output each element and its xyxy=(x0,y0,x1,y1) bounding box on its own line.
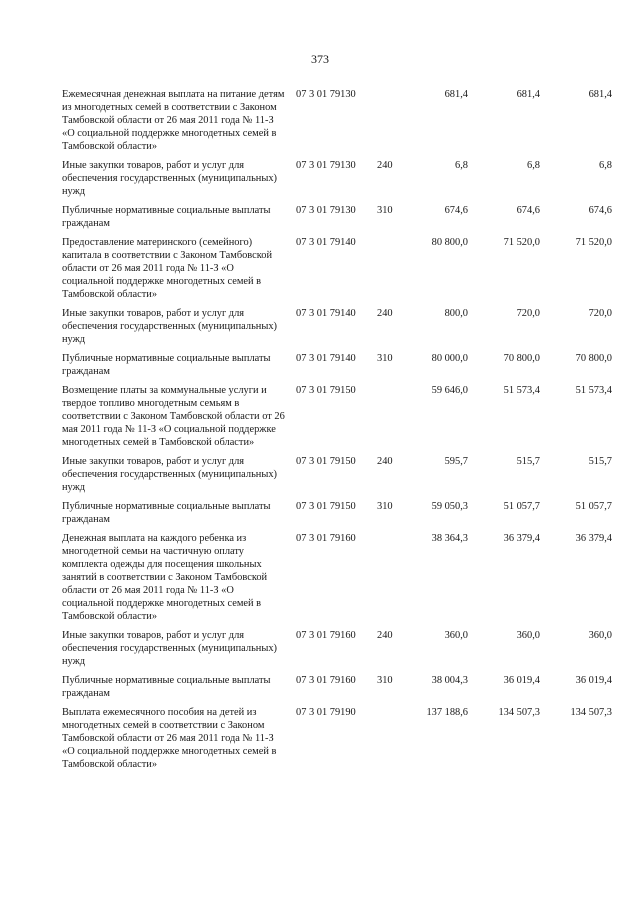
row-amount-1: 800,0 xyxy=(444,308,468,319)
table-row xyxy=(0,384,640,449)
row-expense-type: 240 xyxy=(377,630,393,641)
row-amount-3: 720,0 xyxy=(588,308,612,319)
row-description: Иные закупки товаров, работ и услуг для обеспечения государственных (муниципальных) нужд xyxy=(62,630,278,667)
row-amount-2: 360,0 xyxy=(516,630,540,641)
row-expense-type: 310 xyxy=(377,501,393,512)
row-amount-1: 38 364,3 xyxy=(431,533,468,544)
row-code: 07 3 01 79130 xyxy=(296,160,356,171)
table-row xyxy=(0,532,640,623)
row-amount-1: 80 800,0 xyxy=(431,237,468,248)
row-amount-2: 134 507,3 xyxy=(498,707,540,718)
row-amount-3: 51 057,7 xyxy=(575,501,612,512)
row-description: Публичные нормативные социальные выплаты гражданам xyxy=(62,501,271,525)
row-code: 07 3 01 79150 xyxy=(296,385,356,396)
row-amount-1: 595,7 xyxy=(444,456,468,467)
row-code: 07 3 01 79140 xyxy=(296,308,356,319)
table-row xyxy=(0,706,640,771)
row-amount-3: 681,4 xyxy=(588,89,612,100)
row-description: Денежная выплата на каждого ребенка из многодетной семьи на частичную оплату комплекта одежды для посещения школьных занятий в соответствии с Законом Тамбовской области от 26 мая 2011 года № 11-З «О социальной поддержке многодетных семей в Тамбовской области» xyxy=(62,533,268,622)
row-code: 07 3 01 79150 xyxy=(296,456,356,467)
row-amount-2: 36 019,4 xyxy=(503,675,540,686)
page-number: 373 xyxy=(311,52,329,66)
row-code: 07 3 01 79140 xyxy=(296,237,356,248)
row-amount-2: 36 379,4 xyxy=(503,533,540,544)
row-amount-2: 51 057,7 xyxy=(503,501,540,512)
row-amount-1: 59 646,0 xyxy=(431,385,468,396)
row-amount-3: 36 019,4 xyxy=(575,675,612,686)
table-row xyxy=(0,455,640,494)
table-row xyxy=(0,674,640,700)
row-description: Публичные нормативные социальные выплаты гражданам xyxy=(62,675,271,699)
row-amount-3: 71 520,0 xyxy=(575,237,612,248)
table-row xyxy=(0,500,640,526)
row-amount-3: 134 507,3 xyxy=(570,707,612,718)
row-amount-2: 51 573,4 xyxy=(503,385,540,396)
row-code: 07 3 01 79130 xyxy=(296,205,356,216)
row-amount-1: 59 050,3 xyxy=(431,501,468,512)
row-amount-1: 38 004,3 xyxy=(431,675,468,686)
row-amount-2: 71 520,0 xyxy=(503,237,540,248)
row-amount-1: 137 188,6 xyxy=(426,707,468,718)
table-row xyxy=(0,236,640,301)
row-amount-1: 80 000,0 xyxy=(431,353,468,364)
row-code: 07 3 01 79140 xyxy=(296,353,356,364)
row-expense-type: 240 xyxy=(377,456,393,467)
row-amount-3: 51 573,4 xyxy=(575,385,612,396)
row-expense-type: 310 xyxy=(377,353,393,364)
table-row xyxy=(0,159,640,198)
table-row xyxy=(0,629,640,668)
row-expense-type: 310 xyxy=(377,205,393,216)
row-code: 07 3 01 79130 xyxy=(296,89,356,100)
row-amount-2: 674,6 xyxy=(516,205,540,216)
row-amount-3: 360,0 xyxy=(588,630,612,641)
row-amount-3: 674,6 xyxy=(588,205,612,216)
row-expense-type: 240 xyxy=(377,308,393,319)
row-code: 07 3 01 79190 xyxy=(296,707,356,718)
row-description: Выплата ежемесячного пособия на детей из многодетных семей в соответствии с Законом Тамбовской области от 26 мая 2011 года № 11-З «О социальной поддержке многодетных семей в Тамбовской области» xyxy=(62,707,277,770)
row-description: Публичные нормативные социальные выплаты гражданам xyxy=(62,353,271,377)
budget-table xyxy=(0,88,640,777)
row-code: 07 3 01 79160 xyxy=(296,675,356,686)
row-amount-3: 515,7 xyxy=(588,456,612,467)
row-amount-3: 36 379,4 xyxy=(575,533,612,544)
row-description: Предоставление материнского (семейного) капитала в соответствии с Законом Тамбовской области от 26 мая 2011 года № 11-З «О социальной поддержке многодетных семей в Тамбовской области» xyxy=(62,237,273,300)
row-amount-1: 360,0 xyxy=(444,630,468,641)
table-row xyxy=(0,88,640,153)
row-description: Иные закупки товаров, работ и услуг для обеспечения государственных (муниципальных) нужд xyxy=(62,308,278,345)
row-amount-2: 515,7 xyxy=(516,456,540,467)
row-amount-1: 674,6 xyxy=(444,205,468,216)
row-amount-1: 681,4 xyxy=(444,89,468,100)
row-code: 07 3 01 79160 xyxy=(296,630,356,641)
row-description: Возмещение платы за коммунальные услуги и твердое топливо многодетным семьям в соответствии с Законом Тамбовской области от 26 мая 2011 года № 11-З «О социальной поддержке многодетных семей в Тамбовской области» xyxy=(62,385,285,448)
row-amount-1: 6,8 xyxy=(455,160,468,171)
row-description: Ежемесячная денежная выплата на питание детям из многодетных семей в соответствии с Законом Тамбовской области от 26 мая 2011 года № 11-З «О социальной поддержке многодетных семей в Тамбовской области» xyxy=(62,89,285,152)
row-amount-2: 70 800,0 xyxy=(503,353,540,364)
row-code: 07 3 01 79150 xyxy=(296,501,356,512)
table-row xyxy=(0,307,640,346)
row-code: 07 3 01 79160 xyxy=(296,533,356,544)
table-row xyxy=(0,204,640,230)
row-amount-2: 720,0 xyxy=(516,308,540,319)
row-amount-2: 681,4 xyxy=(516,89,540,100)
row-description: Публичные нормативные социальные выплаты гражданам xyxy=(62,205,271,229)
row-description: Иные закупки товаров, работ и услуг для обеспечения государственных (муниципальных) нужд xyxy=(62,456,278,493)
row-amount-3: 70 800,0 xyxy=(575,353,612,364)
row-expense-type: 310 xyxy=(377,675,393,686)
row-amount-2: 6,8 xyxy=(527,160,540,171)
row-amount-3: 6,8 xyxy=(599,160,612,171)
row-expense-type: 240 xyxy=(377,160,393,171)
table-row xyxy=(0,352,640,378)
row-description: Иные закупки товаров, работ и услуг для обеспечения государственных (муниципальных) нужд xyxy=(62,160,278,197)
